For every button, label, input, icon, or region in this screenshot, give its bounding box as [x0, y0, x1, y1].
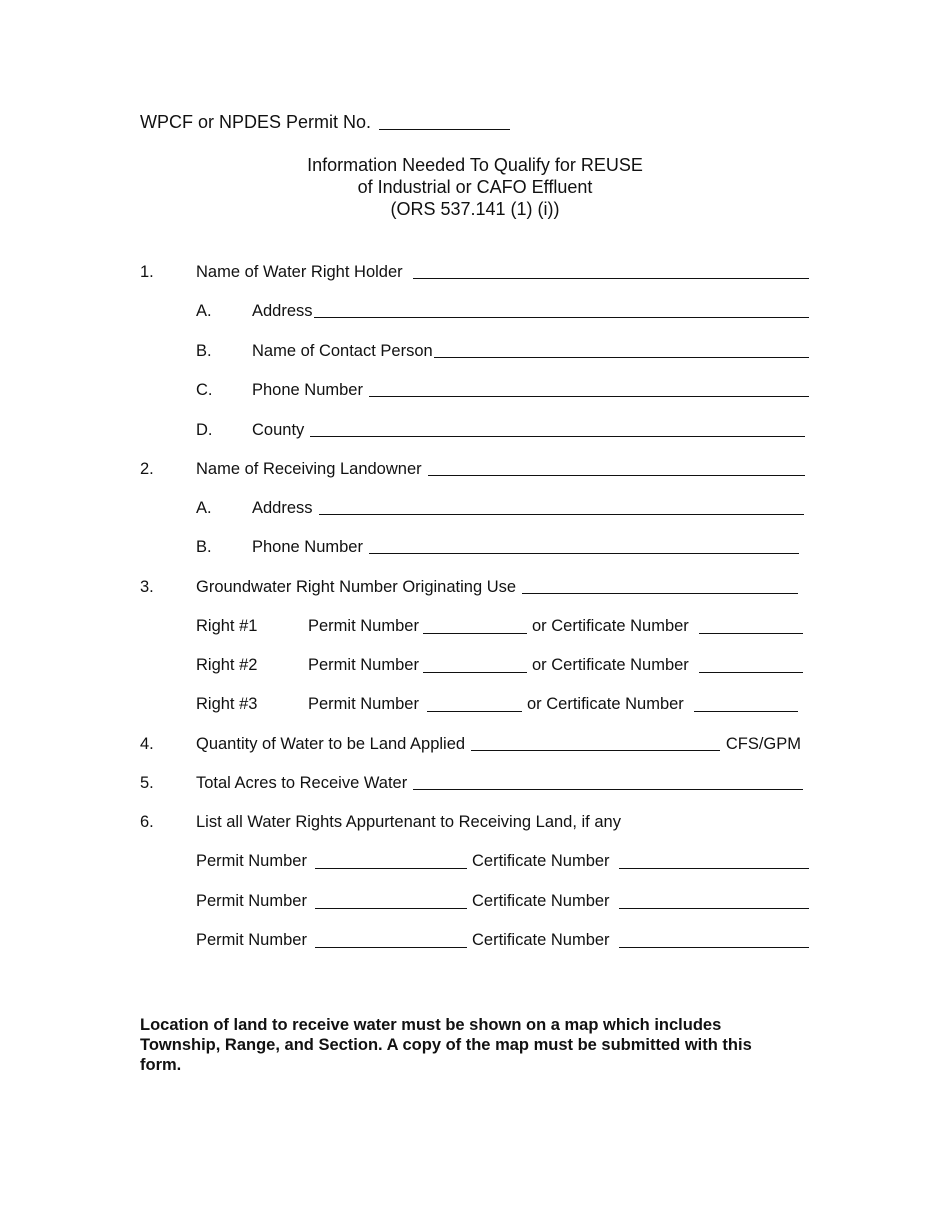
item-2b-letter: B. [196, 538, 212, 556]
appurtenant-row-1-permit-blank[interactable] [315, 868, 467, 869]
form-title-line-1: Information Needed To Qualify for REUSE [307, 155, 643, 175]
appurtenant-row-2-permit-blank[interactable] [315, 908, 467, 909]
right-2-permit-label: Permit Number [308, 656, 419, 674]
right-2-certificate-label: or Certificate Number [532, 656, 689, 674]
holder-address-label: Address [252, 302, 313, 320]
permit-number-line [140, 112, 510, 133]
right-2-certificate-blank[interactable] [699, 672, 803, 673]
holder-address-blank[interactable] [314, 317, 809, 318]
map-requirement-line-1: Location of land to receive water must be shown on a map which includes [140, 1016, 722, 1034]
right-3-permit-blank[interactable] [427, 711, 522, 712]
appurtenant-row-2-permit-label: Permit Number [196, 892, 307, 910]
appurtenant-row-3-certificate-label: Certificate Number [472, 931, 610, 949]
permit-number-label: WPCF or NPDES Permit No. [140, 112, 372, 132]
right-3-certificate-blank[interactable] [694, 711, 798, 712]
appurtenant-row-1-permit-label: Permit Number [196, 852, 307, 870]
total-acres-blank[interactable] [413, 789, 803, 790]
appurtenant-row-1-certificate-label: Certificate Number [472, 852, 610, 870]
landowner-address-label: Address [252, 499, 313, 517]
landowner-address-blank[interactable] [319, 514, 804, 515]
item-1a-line [252, 302, 809, 321]
item-1b-line [252, 342, 809, 361]
appurtenant-rights-label: List all Water Rights Appurtenant to Receiving Land, if any [196, 813, 621, 831]
landowner-phone-label: Phone Number [252, 538, 363, 556]
quantity-blank[interactable] [471, 750, 720, 751]
right-2-label: Right #2 [196, 656, 258, 674]
quantity-unit: CFS/GPM [725, 735, 801, 753]
item-1c-line [252, 381, 809, 400]
item-1-line [196, 263, 809, 282]
permit-number-blank[interactable] [379, 129, 510, 130]
right-2-permit-blank[interactable] [423, 672, 527, 673]
appurtenant-row-3-permit-blank[interactable] [315, 947, 467, 948]
item-6-number: 6. [140, 813, 154, 831]
contact-person-label: Name of Contact Person [252, 342, 433, 360]
total-acres-label: Total Acres to Receive Water [196, 774, 408, 792]
form-title-line-2: of Industrial or CAFO Effluent [357, 177, 593, 197]
right-1-certificate-label: or Certificate Number [532, 617, 689, 635]
item-1d-line [252, 421, 805, 440]
item-1d-letter: D. [196, 421, 213, 439]
county-blank[interactable] [310, 436, 805, 437]
item-2b-line [252, 538, 799, 557]
item-1a-letter: A. [196, 302, 212, 320]
appurtenant-row-1-certificate-blank[interactable] [619, 868, 809, 869]
right-1-permit-blank[interactable] [423, 633, 527, 634]
item-2-line [196, 460, 805, 479]
item-2a-letter: A. [196, 499, 212, 517]
quantity-label: Quantity of Water to be Land Applied [196, 735, 466, 753]
map-requirement-line-2: Township, Range, and Section. A copy of the map must be submitted with this [140, 1036, 752, 1054]
right-1-label: Right #1 [196, 617, 258, 635]
appurtenant-row-3-permit-label: Permit Number [196, 931, 307, 949]
form-title-line-3: (ORS 537.141 (1) (i)) [390, 199, 560, 219]
item-5-number: 5. [140, 774, 154, 792]
item-2a-line [252, 499, 804, 518]
item-3-number: 3. [140, 578, 154, 596]
right-3-label: Right #3 [196, 695, 258, 713]
appurtenant-row-2-certificate-blank[interactable] [619, 908, 809, 909]
right-3-permit-label: Permit Number [308, 695, 419, 713]
right-3-certificate-label: or Certificate Number [527, 695, 684, 713]
item-4-number: 4. [140, 735, 154, 753]
contact-person-blank[interactable] [434, 357, 809, 358]
right-1-permit-label: Permit Number [308, 617, 419, 635]
appurtenant-row-3-certificate-blank[interactable] [619, 947, 809, 948]
groundwater-right-blank[interactable] [522, 593, 798, 594]
item-3-line [196, 578, 798, 597]
water-right-holder-blank[interactable] [413, 278, 809, 279]
groundwater-right-label: Groundwater Right Number Originating Use [196, 578, 517, 596]
water-right-holder-label: Name of Water Right Holder [196, 263, 403, 281]
item-1c-letter: C. [196, 381, 213, 399]
item-5-line [196, 774, 803, 793]
holder-phone-label: Phone Number [252, 381, 363, 399]
receiving-landowner-blank[interactable] [428, 475, 805, 476]
landowner-phone-blank[interactable] [369, 553, 799, 554]
county-label: County [252, 421, 305, 439]
right-1-certificate-blank[interactable] [699, 633, 803, 634]
item-1b-letter: B. [196, 342, 212, 360]
appurtenant-row-2-certificate-label: Certificate Number [472, 892, 610, 910]
item-1-number: 1. [140, 263, 154, 281]
holder-phone-blank[interactable] [369, 396, 809, 397]
map-requirement-line-3: form. [140, 1056, 182, 1074]
receiving-landowner-label: Name of Receiving Landowner [196, 460, 422, 478]
item-2-number: 2. [140, 460, 154, 478]
item-4-line [196, 735, 801, 754]
